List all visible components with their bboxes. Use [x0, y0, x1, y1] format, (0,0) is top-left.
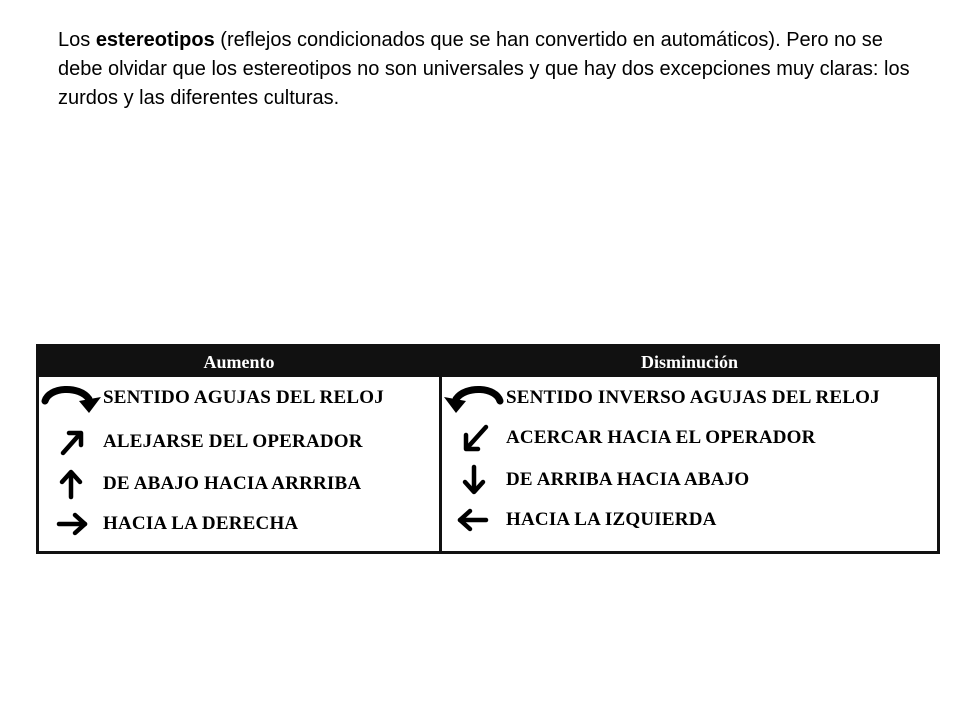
increase-label: DE ABAJO HACIA ARRRIBA — [103, 473, 362, 494]
decrease-row — [442, 463, 749, 497]
increase-label: HACIA LA DERECHA — [103, 513, 299, 534]
arrow-down-icon — [442, 463, 506, 497]
increase-row — [39, 425, 363, 459]
decrease-label: DE ARRIBA HACIA ABAJO — [506, 469, 750, 490]
decrease-row — [442, 503, 717, 537]
clockwise-arrow-icon — [39, 381, 103, 415]
arrow-up-icon — [39, 467, 103, 501]
decrease-label: ACERCAR HACIA EL OPERADOR — [506, 427, 816, 448]
decrease-header: Disminución — [442, 347, 937, 377]
decrease-row — [442, 381, 880, 415]
arrow-right-icon — [39, 507, 103, 541]
decrease-column — [442, 347, 937, 551]
arrow-down-left-icon — [442, 421, 506, 455]
decrease-label: HACIA LA IZQUIERDA — [506, 509, 717, 530]
decrease-row — [442, 421, 816, 455]
increase-row — [39, 507, 298, 541]
intro-text-before: Los — [58, 29, 96, 51]
stereotypes-table — [36, 344, 940, 554]
increase-row — [39, 467, 361, 501]
increase-label: ALEJARSE DEL OPERADOR — [103, 431, 363, 452]
arrow-up-right-icon — [39, 425, 103, 459]
increase-column — [39, 347, 442, 551]
increase-header: Aumento — [39, 347, 439, 377]
intro-bold-term: estereotipos — [95, 29, 215, 51]
arrow-left-icon — [442, 503, 506, 537]
increase-label: SENTIDO AGUJAS DEL RELOJ — [103, 387, 384, 408]
counterclockwise-arrow-icon — [442, 381, 506, 415]
intro-paragraph — [58, 26, 918, 113]
increase-row — [39, 381, 384, 415]
decrease-label: SENTIDO INVERSO AGUJAS DEL RELOJ — [506, 387, 880, 408]
intro-text-after: (reflejos condicionados que se han convertido en automáticos). Pero no se debe olvidar que los estereotipos no son universales y que hay dos excepciones muy claras: los zurdos y las diferentes culturas. — [58, 29, 910, 109]
